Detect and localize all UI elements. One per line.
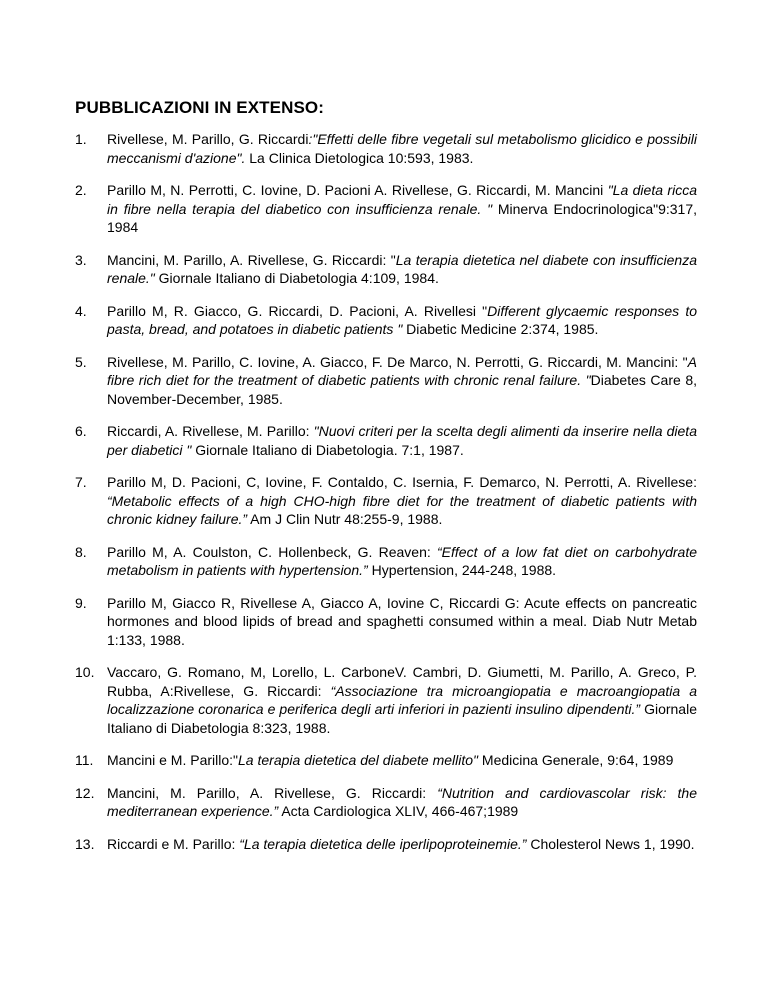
reference-authors: Rivellese, M. Parillo, C. Iovine, A. Giacco, F. De Marco, N. Perrotti, G. Riccardi, M. Mancini: " [107,353,688,370]
reference-authors: Riccardi, A. Rivellese, M. Parillo: [107,423,314,439]
reference-title: La terapia dietetica nel diabete con insufficienza renale." [107,251,697,286]
reference-source: Diabetes Care 8, November-December, 1985. [107,372,697,407]
reference-source: Acta Cardiologica XLIV, 466-467;1989 [278,803,519,819]
reference-number: 4. [75,302,87,319]
reference-authors: Mancini, M. Parillo, A. Rivellese, G. Riccardi: [107,784,438,801]
reference-title: “Effect of a low fat diet on carbohydrate metabolism in patients with hypertension.” [107,543,698,578]
reference-item [75,130,697,167]
reference-item [75,181,697,237]
reference-list [75,130,697,853]
reference-title: “Associazione tra microangiopatia e macroangiopatia a localizzazione coronarica e periferica degli arti inferiori in pazienti insulino dipendenti.” [107,682,697,717]
reference-authors: Parillo M, R. Giacco, G. Riccardi, D. Pacioni, A. Rivellesi " [107,302,488,319]
reference-title: “La terapia dietetica delle iperlipoproteinemie.” [239,835,527,852]
reference-number: 1. [75,131,87,147]
reference-source: Hypertension, 244-248, 1988. [367,562,557,578]
reference-authors: Parillo M, A. Coulston, C. Hollenbeck, G. Reaven: [107,543,438,560]
reference-authors: Mancini, M. Parillo, A. Rivellese, G. Riccardi: " [107,251,396,268]
reference-title: Different glycaemic responses to pasta, bread, and potatoes in diabetic patients " [107,302,698,337]
reference-title: :"Effetti delle fibre vegetali sul metabolismo glicidico e possibili meccanismi d'azione". [107,131,697,166]
reference-item [75,835,697,854]
reference-item [75,751,697,770]
reference-source: Medicina Generale, 9:64, 1989 [478,752,674,768]
reference-title: La terapia dietetica del diabete mellito" [238,752,479,768]
reference-number: 8. [75,543,87,560]
reference-title: A fibre rich diet for the treatment of diabetic patients with chronic renal failure. " [107,353,697,388]
reference-source: Diabetic Medicine 2:374, 1985. [402,321,599,337]
document-page [75,98,697,867]
reference-number: 11. [75,752,94,768]
reference-authors: Vaccaro, G. Romano, M, Lorello, L. CarboneV. Cambri, D. Giumetti, M. Parillo, A. Greco, P. Rubba, A:Rivellese, G. Riccardi: [107,664,697,699]
reference-authors: Riccardi e M. Parillo: [107,835,240,852]
reference-authors: Rivellese, M. Parillo, G. Riccardi [107,131,309,147]
reference-number: 3. [75,251,87,268]
reference-title: "La dieta ricca in fibre nella terapia del diabetico con insufficienza renale. " [107,182,697,217]
reference-item [75,251,697,288]
reference-source: Am J Clin Nutr 48:255-9, 1988. [247,511,443,527]
reference-source: Giornale Italiano di Diabetologia. 7:1, 1987. [191,441,464,458]
reference-number: 10. [75,664,95,680]
reference-number: 6. [75,423,87,439]
reference-number: 5. [75,353,87,370]
section-heading: PUBBLICAZIONI IN EXTENSO: [75,98,325,117]
reference-authors: Mancini e M. Parillo:" [107,752,239,768]
reference-source: La Clinica Dietologica 10:593, 1983. [245,149,474,166]
reference-item [75,543,697,580]
reference-number: 9. [75,594,87,611]
reference-item [75,302,697,339]
reference-number: 12. [75,784,95,801]
reference-number: 7. [75,474,87,490]
reference-authors: Parillo M, D. Pacioni, C, Iovine, F. Contaldo, C. Isernia, F. Demarco, N. Perrotti, A. Rivellese: [107,474,697,490]
reference-item [75,353,697,409]
reference-title: "Nuovi criteri per la scelta degli alimenti da inserire nella dieta per diabetici " [107,423,697,458]
reference-authors: Parillo M, N. Perrotti, C. Iovine, D. Pacioni A. Rivellese, G. Riccardi, M. Mancini [107,182,608,198]
reference-source: Giornale Italiano di Diabetologia 8:323, 1988. [107,701,697,736]
reference-item [75,594,697,650]
reference-number: 2. [75,182,87,198]
reference-title: “Metabolic effects of a high CHO-high fibre diet for the treatment of diabetic patients with chronic kidney failure.” [107,492,697,527]
reference-item [75,663,697,737]
reference-source: Giornale Italiano di Diabetologia 4:109, 1984. [154,270,439,286]
reference-number: 13. [75,835,95,852]
reference-source: Cholesterol News 1, 1990. [526,835,695,852]
reference-item [75,422,697,459]
reference-item [75,473,697,529]
reference-source: Minerva Endocrinologica"9:317, 1984 [107,200,697,235]
reference-title: “Nutrition and cardiovascolar risk: the mediterranean experience.” [107,784,697,819]
reference-item [75,784,697,821]
reference-authors: Parillo M, Giacco R, Rivellese A, Giacco A, Iovine C, Riccardi G: Acute effects on pancreatic hormones and blood lipids of bread and spaghetti consumed within a meal. Diab Nutr Metab 1:133, 1988. [107,594,697,648]
